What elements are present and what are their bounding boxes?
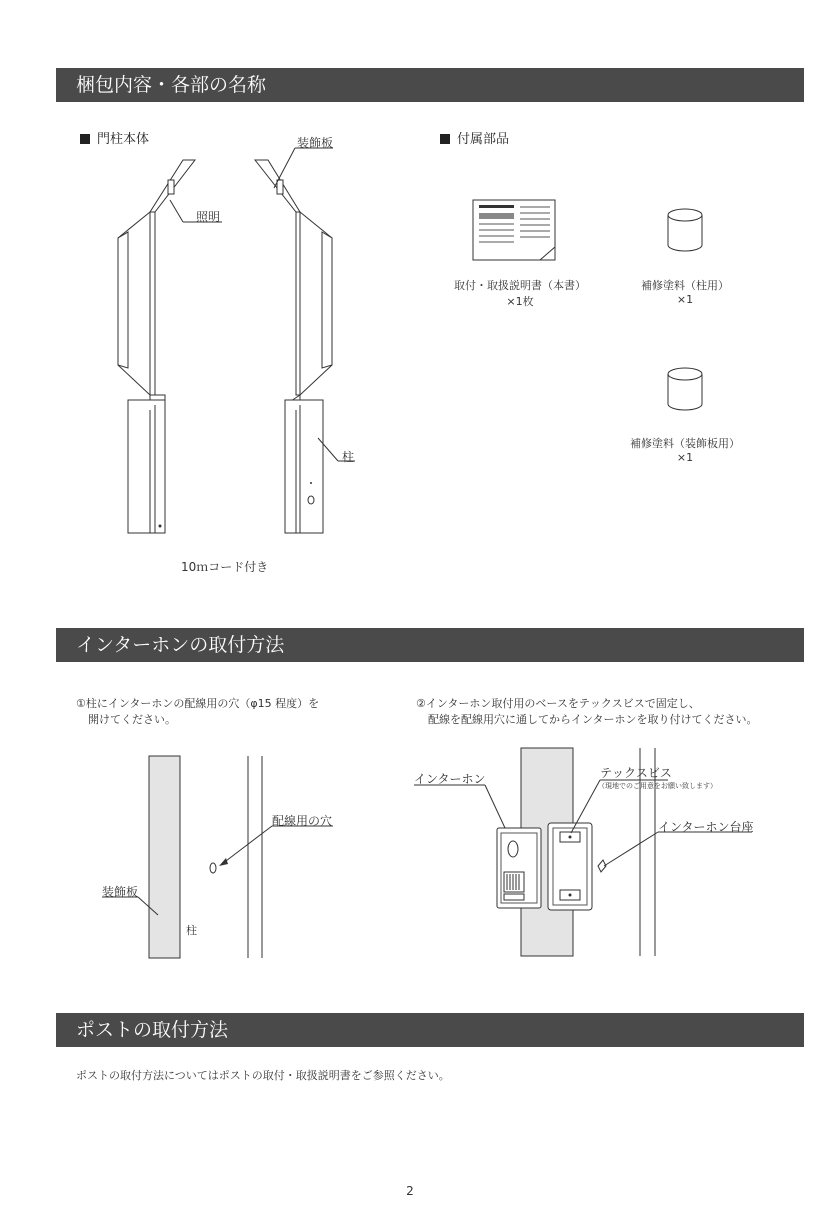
accessory-manual-name: 取付・取扱説明書（本書） <box>454 279 586 292</box>
step2-text-line2: 配線を配線用穴に通してからインターホンを取り付けてください。 <box>428 713 758 726</box>
right-pillar-drawing <box>255 160 332 533</box>
accessory-paint-decor-qty: ×1 <box>676 451 694 464</box>
decor-plate-label-2: 装飾板 <box>102 885 139 899</box>
post-install-text: ポストの取付方法についてはポストの取付・取扱説明書をご参照ください。 <box>76 1069 450 1082</box>
pillar-label-2: 柱 <box>186 924 197 937</box>
pillar-label: 柱 <box>342 450 355 464</box>
wiring-hole-label: 配線用の穴 <box>272 814 333 828</box>
intercom-base-label: インターホン台座 <box>658 820 754 834</box>
accessory-paint-pillar-name: 補修塗料（柱用） <box>641 279 729 292</box>
accessories-heading: 付属部品 <box>440 128 509 147</box>
paint-can-pillar-icon <box>668 209 702 251</box>
section-header-package-contents: 梱包内容・各部の名称 <box>56 68 804 102</box>
intercom-label: インターホン <box>414 772 486 786</box>
paint-can-decor-icon <box>668 368 702 410</box>
cord-label: 10ｍコード付き <box>181 560 269 574</box>
tex-screw-note: （現地でのご用意をお願い致します） <box>598 782 717 790</box>
main-body-heading: 門柱本体 <box>80 128 149 147</box>
accessory-manual-qty: ×1枚 <box>506 295 534 308</box>
step1-text-line2: 開けてください。 <box>88 713 176 726</box>
left-pillar-drawing <box>118 160 195 533</box>
accessory-paint-decor-name: 補修塗料（装飾板用） <box>630 437 740 450</box>
section-header-post-install: ポストの取付方法 <box>56 1013 804 1047</box>
tex-screw-label: テックスビス <box>600 766 672 780</box>
step1-text-line1: ①柱にインターホンの配線用の穴（φ15 程度）を <box>76 697 320 710</box>
hole-drilling-drawing <box>149 756 262 958</box>
light-label: 照明 <box>196 210 221 224</box>
manual-icon <box>473 200 555 260</box>
accessory-paint-pillar-qty: ×1 <box>676 293 694 306</box>
page-number: 2 <box>406 1184 414 1198</box>
decor-plate-label: 装飾板 <box>297 136 334 150</box>
step2-text-line1: ②インターホン取付用のベースをテックスビスで固定し、 <box>416 697 700 710</box>
section-header-intercom-install: インターホンの取付方法 <box>56 628 804 662</box>
